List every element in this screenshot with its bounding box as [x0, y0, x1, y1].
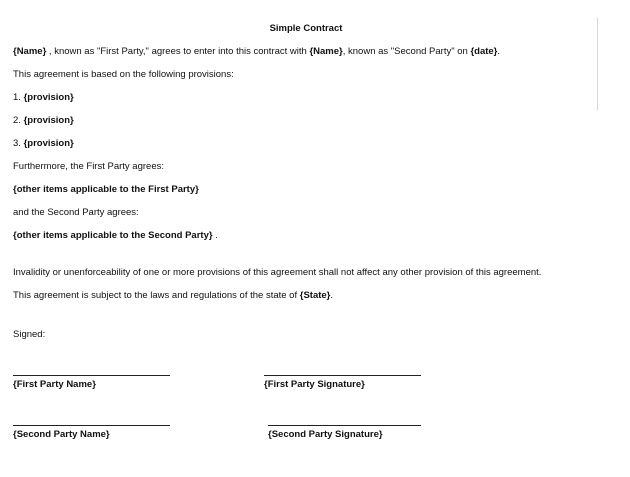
signature-rule [13, 375, 170, 376]
intro-end: . [497, 46, 501, 57]
intro-paragraph [13, 46, 500, 58]
first-party-name-label: {First Party Name} [13, 379, 96, 390]
provision-item [13, 92, 74, 104]
second-party-name-placeholder: {Name} [309, 46, 343, 57]
signature-rule [268, 425, 421, 426]
law-clause-text: This agreement is subject to the laws and regulations of the state of [13, 290, 300, 301]
second-party-signature-label: {Second Party Signature} [268, 429, 383, 440]
signature-rule [264, 375, 421, 376]
second-party-name-line [13, 425, 170, 441]
provision-placeholder: {provision} [23, 138, 74, 149]
first-party-name-line [13, 375, 170, 391]
intro-text-2: , known as "Second Party" on [342, 46, 471, 57]
second-party-items-placeholder: {other items applicable to the Second Party} [13, 230, 213, 241]
second-party-items-end: . [212, 230, 218, 241]
provisions-intro: This agreement is based on the following provisions: [13, 69, 234, 80]
date-placeholder: {date} [470, 46, 498, 57]
provision-number: 1. [13, 92, 24, 103]
first-party-agrees: Furthermore, the First Party agrees: [13, 161, 164, 172]
provision-number: 2. [13, 115, 24, 126]
invalidity-clause: Invalidity or unenforceability of one or more provisions of this agreement shall not affect any other provision of this agreement. [13, 267, 542, 278]
second-party-name-label: {Second Party Name} [13, 429, 110, 440]
intro-text-1: , known as "First Party," agrees to enter into this contract with [46, 46, 310, 57]
first-party-name-placeholder: {Name} [13, 46, 47, 57]
first-party-signature-label: {First Party Signature} [264, 379, 365, 390]
law-clause-end: . [330, 290, 334, 301]
state-placeholder: {State} [299, 290, 331, 301]
first-party-signature-line [264, 375, 421, 391]
second-party-items [13, 230, 218, 242]
second-party-agrees: and the Second Party agrees: [13, 207, 139, 218]
provision-item [13, 115, 74, 127]
law-clause [13, 290, 333, 302]
signed-label: Signed: [13, 329, 46, 340]
provision-item [13, 138, 74, 150]
signature-rule [13, 425, 170, 426]
provision-placeholder: {provision} [23, 115, 74, 126]
scrollbar[interactable] [597, 18, 598, 110]
document-title: Simple Contract [269, 23, 343, 34]
second-party-signature-line [268, 425, 421, 441]
first-party-items-placeholder: {other items applicable to the First Party} [13, 184, 199, 195]
provision-placeholder: {provision} [23, 92, 74, 103]
provision-number: 3. [13, 138, 24, 149]
